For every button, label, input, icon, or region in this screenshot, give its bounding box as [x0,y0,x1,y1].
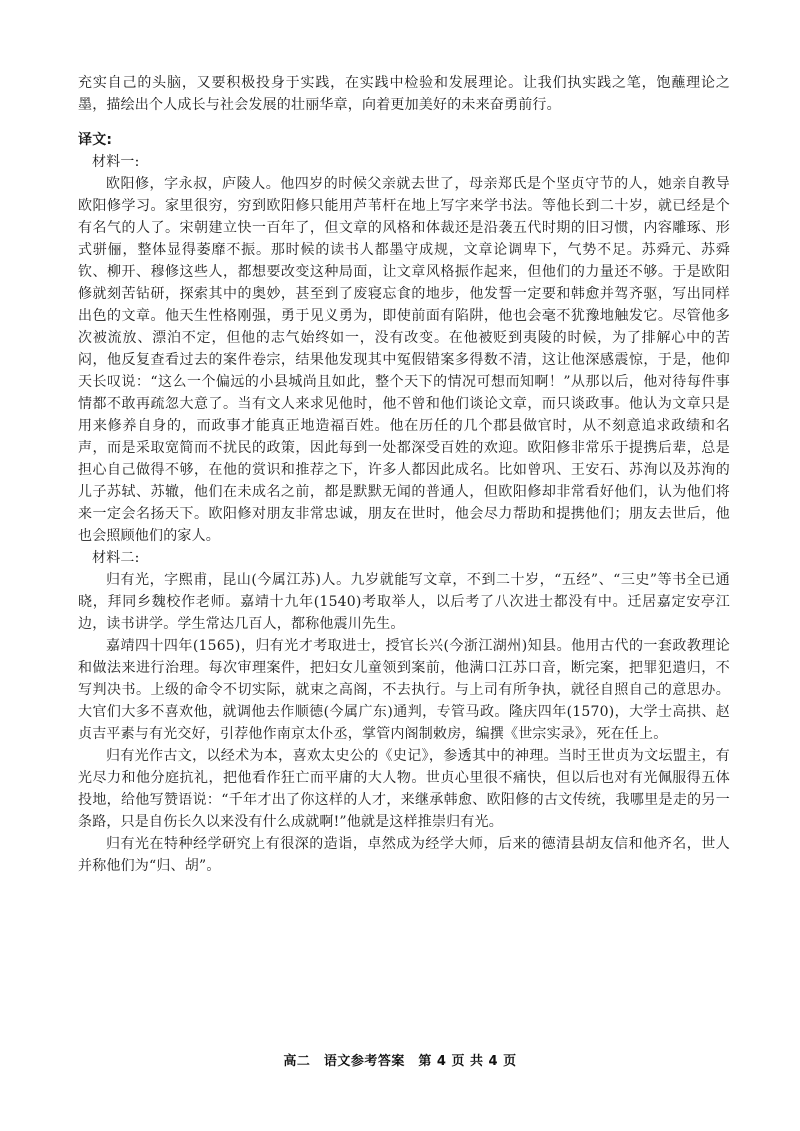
page-footer: 高二 语文参考答案 第 4 页 共 4 页 [283,1054,517,1069]
material-2-paragraph: 嘉靖四十四年(1565)，归有光才考取进士，授官长兴(今浙江湖州)知县。他用古代的一套政教理论和做法来进行治理。每次审理案件，把妇女儿童领到案前，他满口江苏口音，断完案，把罪犯遣归，不写判决书。上级的命令不切实际，就束之高阁，不去执行。与上司有所争执，就径自照自己的意思办。大官们大多不喜欢他，就调他去作顺德(今属广东)通判，专管马政。隆庆四年(1570)，大学士高拱、赵贞吉平素与有光交好，引荐他作南京太仆丞，掌管内阁制敕房，编撰《世宗实录》，死在任上。 [78,638,730,742]
material-2-paragraph: 归有光，字熙甫，昆山(今属江苏)人。九岁就能写文章，不到二十岁，“五经”、“三史”等书全已通晓，拜同乡魏校作老师。嘉靖十九年(1540)考取举人，以后考了八次进士都没有中。迁居嘉定安亭江边，读书讲学。学生常达几百人，都称他震川先生。 [78,572,730,632]
translation-heading: 译文: [78,132,113,148]
material-2-label: 材料二: [92,550,140,566]
answer-text-body [78,72,730,877]
material-1-paragraph: 欧阳修，字永叔，庐陵人。他四岁的时候父亲就去世了，母亲郑氏是个坚贞守节的人，她亲自教导欧阳修学习。家里很穷，穷到欧阳修只能用芦苇杆在地上写字来学书法。等他长到二十岁，就已经是个有名气的人了。宋朝建立快一百年了，但文章的风格和体裁还是沿袭五代时期的旧习惯，内容雕琢、形式骈俪，整体显得萎靡不振。那时候的读书人都墨守成规，文章论调卑下，气势不足。苏舜元、苏舜钦、柳开、穆修这些人，都想要改变这种局面，让文章风格振作起来，但他们的力量还不够。于是欧阳修就刻苦钻研，探索其中的奥妙，甚至到了废寝忘食的地步，他发誓一定要和韩愈并驾齐驱，写出同样出色的文章。他天生性格刚强，勇于见义勇为，即使前面有陷阱，他也会毫不犹豫地触发它。尽管他多次被流放、漂泊不定，但他的志气始终如一，没有改变。在他被贬到夷陵的时候，为了排解心中的苦闷，他反复查看过去的案件卷宗，结果他发现其中冤假错案多得数不清，这让他深感震惊，于是，他仰天长叹说：“这么一个偏远的小县城尚且如此，整个天下的情况可想而知啊！”从那以后，他对待每件事情都不敢再疏忽大意了。当有文人来求见他时，他不曾和他们谈论文章，而只谈政事。他认为文章只是用来修养自身的，而政事才能真正地造福百姓。他在历任的几个郡县做官时，从不刻意追求政绩和名声，而是采取宽简而不扰民的政策，因此每到一处都深受百姓的欢迎。欧阳修非常乐于提携后辈，总是担心自己做得不够，在他的赏识和推荐之下，许多人都因此成名。比如曾巩、王安石、苏洵以及苏洵的儿子苏轼、苏辙，他们在未成名之前，都是默默无闻的普通人，但欧阳修却非常看好他们，认为他们将来一定会名扬天下。欧阳修对朋友非常忠诚，朋友在世时，他会尽力帮助和提携他们；朋友去世后，他也会照顾他们的家人。 [78,176,730,544]
material-2-paragraph: 归有光在特种经学研究上有很深的造诣，卓然成为经学大师，后来的德清县胡友信和他齐名，世人并称他们为“归、胡”。 [78,836,730,874]
intro-paragraph: 充实自己的头脑，又要积极投身于实践，在实践中检验和发展理论。让我们执实践之笔，饱蘸理论之墨，描绘出个人成长与社会发展的壮丽华章，向着更加美好的未来奋勇前行。 [78,75,730,113]
material-2-paragraph: 归有光作古文，以经术为本，喜欢太史公的《史记》，参透其中的神理。当时王世贞为文坛盟主，有光尽力和他分庭抗礼，把他看作狂亡而平庸的大人物。世贞心里很不痛快，但以后也对有光佩服得五体投地，给他写赞语说：“千年才出了你这样的人才，来继承韩愈、欧阳修的古文传统，我哪里是走的另一条路，只是自伤长久以来没有什么成就啊!”他就是这样推崇归有光。 [78,748,730,830]
material-1-label: 材料一: [92,154,140,170]
